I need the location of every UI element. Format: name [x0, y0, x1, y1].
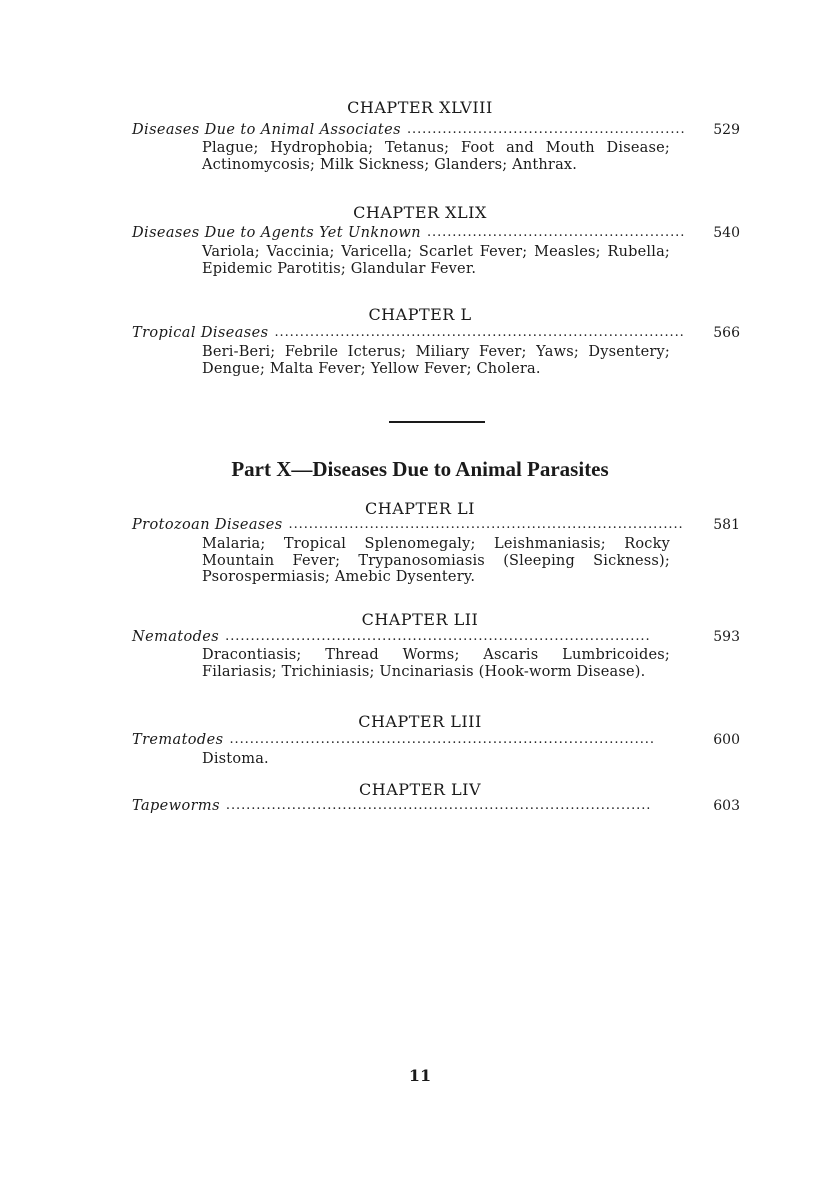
chapter-heading: CHAPTER LII: [361, 610, 479, 629]
toc-entry: [132, 224, 684, 242]
chapter-heading: CHAPTER L: [368, 305, 472, 324]
chapter-heading: CHAPTER LIV: [359, 780, 481, 799]
section-divider: [389, 421, 485, 423]
chapter-title: Trematodes: [132, 732, 224, 748]
folio-page-number: 11: [408, 1066, 432, 1085]
chapter-subjects: Plague; Hydrophobia; Tetanus; Foot and Mouth Disease; Actinomycosis; Milk Sickness; Glanders; Anthrax.: [202, 140, 670, 173]
dot-leader: [226, 797, 684, 815]
chapter-heading: CHAPTER LI: [365, 499, 475, 518]
chapter-heading: CHAPTER XLVIII: [347, 98, 493, 117]
chapter-title: Diseases Due to Animal Associates: [132, 122, 401, 138]
toc-entry: [132, 731, 684, 749]
page-number: 600: [713, 732, 740, 748]
chapter-title: Tapeworms: [132, 798, 220, 814]
part-title: Part X—Diseases Due to Animal Parasites: [231, 457, 609, 481]
chapter-subjects: Variola; Vaccinia; Varicella; Scarlet Fever; Measles; Rubella; Epidemic Parotitis; Glandular Fever.: [202, 244, 670, 277]
toc-entry: [132, 324, 684, 342]
chapter-title: Diseases Due to Agents Yet Unknown: [132, 225, 421, 241]
chapter-title: Nematodes: [132, 629, 220, 645]
page-number: 581: [713, 517, 740, 533]
chapter-subjects: Dracontiasis; Thread Worms; Ascaris Lumbricoides; Filariasis; Trichiniasis; Uncinariasis (Hook-worm Disease).: [202, 647, 670, 680]
page-number: 566: [713, 325, 740, 341]
chapter-title: Tropical Diseases: [132, 325, 269, 341]
dot-leader: [427, 224, 684, 242]
dot-leader: [274, 324, 684, 342]
dot-leader: [229, 731, 684, 749]
page-number: 593: [713, 629, 740, 645]
page-number: 540: [713, 225, 740, 241]
toc-entry: [132, 628, 684, 646]
toc-entry: [132, 516, 684, 534]
page-number: 529: [713, 122, 740, 138]
toc-entry: [132, 121, 684, 139]
page-number: 603: [713, 798, 740, 814]
chapter-title: Protozoan Diseases: [132, 517, 283, 533]
chapter-subjects: Distoma.: [202, 751, 269, 767]
chapter-subjects: Beri-Beri; Febrile Icterus; Miliary Fever; Yaws; Dysentery; Dengue; Malta Fever; Yellow Fever; Cholera.: [202, 344, 670, 377]
toc-entry: [132, 797, 684, 815]
chapter-heading: CHAPTER XLIX: [353, 203, 487, 222]
dot-leader: [289, 516, 684, 534]
chapter-subjects: Malaria; Tropical Splenomegaly; Leishmaniasis; Rocky Mountain Fever; Trypanosomiasis (Sleeping Sickness); Psorospermiasis; Amebic Dysentery.: [202, 536, 670, 585]
chapter-heading: CHAPTER LIII: [358, 712, 482, 731]
dot-leader: [225, 628, 684, 646]
dot-leader: [407, 121, 684, 139]
